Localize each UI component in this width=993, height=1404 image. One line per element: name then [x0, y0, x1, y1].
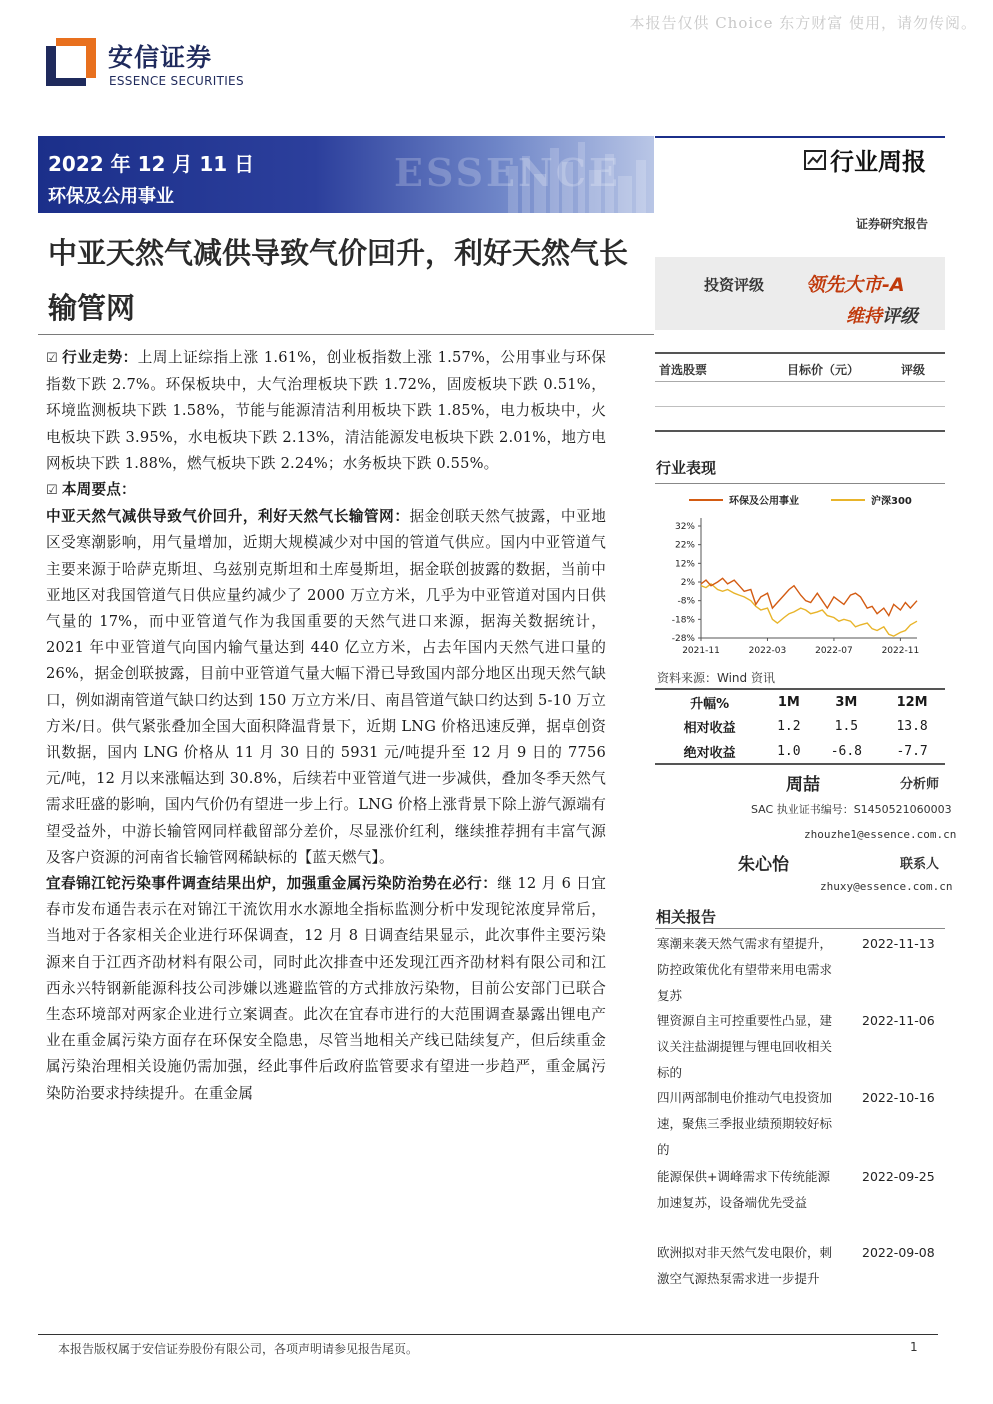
chart-legend [689, 494, 912, 507]
related-report-item[interactable] [657, 1164, 947, 1216]
y-tick-label: -18% [671, 615, 695, 626]
y-tick-label: -8% [677, 596, 695, 607]
stock-picks-header [655, 352, 945, 382]
analyst-email[interactable]: zhouzhe1@essence.com.cn [804, 828, 957, 841]
related-report-title: 欧洲拟对非天然气发电限价，刺激空气源热泵需求进一步提升 [657, 1245, 833, 1286]
related-report-date: 2022-11-13 [862, 936, 935, 951]
related-report-title: 锂资源自主可控重要性凸显，建议关注盐湖提锂与锂电回收相关标的 [657, 1013, 833, 1080]
analyst-name: 周喆 [786, 775, 820, 795]
returns-row-label: 绝对收益 [683, 745, 736, 761]
returns-col-header: 3M [835, 694, 858, 710]
related-report-date: 2022-10-16 [862, 1090, 935, 1105]
picks-row-line [655, 406, 945, 407]
related-report-title: 能源保供+调峰需求下传统能源加速复苏，设备端优先受益 [657, 1169, 830, 1210]
rating-label: 投资评级 [704, 276, 765, 294]
paragraph-gas [46, 504, 606, 871]
checkbox-bullet-icon: ☑ [46, 483, 58, 499]
y-tick-label: 32% [674, 522, 695, 532]
related-report-item[interactable] [657, 1240, 947, 1292]
x-tick-label: 2022-11 [881, 646, 920, 656]
returns-row-relative [655, 714, 945, 739]
returns-col-header: 1M [777, 694, 800, 710]
checkbox-bullet-icon: ☑ [46, 351, 58, 366]
report-type-label: 行业周报 [830, 148, 926, 176]
page-number: 1 [910, 1340, 918, 1354]
rating-maintain-suffix: 评级 [882, 306, 918, 327]
related-reports-divider [655, 928, 945, 929]
related-report-item[interactable] [657, 1008, 947, 1086]
x-tick-label: 2022-07 [815, 646, 853, 656]
chart-x-ticks [682, 638, 919, 656]
returns-row-absolute [655, 739, 945, 764]
related-report-date: 2022-09-08 [862, 1245, 935, 1260]
chart-grid [701, 518, 917, 638]
report-date: 2022 年 12 月 11 日 [48, 152, 255, 176]
paragraph-lead: 宜春锦江铊污染事件调查结果出炉，加强重金属污染防治势在必行： [46, 875, 498, 893]
returns-col-header: 升幅% [690, 696, 730, 712]
paragraph-lead: 中亚天然气减供导致气价回升，利好天然气长输管网： [46, 508, 410, 526]
returns-cell: 13.8 [896, 719, 928, 734]
title-divider [38, 334, 654, 335]
series-line [701, 578, 917, 615]
returns-cell: 1.2 [777, 719, 801, 734]
legend-label: 环保及公用事业 [729, 496, 799, 507]
chart-y-ticks [672, 522, 701, 644]
header-banner [38, 136, 654, 213]
related-report-item[interactable] [657, 931, 947, 1009]
picks-col-stock: 首选股票 [659, 363, 708, 377]
rating-maintain-prefix: 维持 [846, 306, 882, 327]
footer-divider [38, 1334, 938, 1335]
y-tick-label: 2% [680, 578, 695, 588]
paragraph-text: 继 12 月 6 日宜春市发布通告表示在对锦江干流饮用水水源地全指标监测分析中发现铊浓度异常后，当地对于各家相关企业进行环保调查，12 月 8 日调查结果显示，此次事件主要污染源来自于江西齐劭材料有限公司，同时此次排查中还发现江西齐劭材料有限公司和江西永兴特钢新能源科技公司涉嫌以逃避监管的方式排放污染物，目前公安部门已联合生态环境部对两家企业进行立案调查。此次在宜春市进行的大范围调查暴露出锂电产业在重金属污染方面存在环保安全隐患，尽管当地相关产线已陆续复产，但后续重金属污染治理相关设施仍需加强，经此事件后政府监管要求有望进一步趋严，重金属污染防治要求持续提升。在重金属 [46, 875, 606, 1102]
returns-cell: 1.5 [834, 719, 859, 734]
report-type [804, 142, 926, 177]
related-report-date: 2022-11-06 [862, 1013, 935, 1028]
performance-line-chart [655, 486, 945, 661]
rating-value: 领先大市-A [806, 274, 905, 296]
brand-name-en: ESSENCE SECURITIES [109, 74, 244, 88]
y-tick-label: -28% [671, 634, 695, 644]
paragraph-thallium [46, 871, 606, 1107]
paragraph-heading: 行业走势： [61, 349, 138, 366]
essence-logo-icon [46, 38, 96, 86]
returns-col-header: 12M [896, 694, 928, 710]
report-industry: 环保及公用事业 [48, 186, 174, 207]
y-tick-label: 12% [674, 559, 695, 570]
returns-cell: -6.8 [830, 743, 863, 759]
returns-table [655, 688, 945, 765]
brand-name-cn: 安信证券 [108, 43, 213, 72]
report-body [46, 345, 606, 1107]
returns-cell: 1.0 [777, 743, 801, 759]
returns-row-label: 相对收益 [683, 721, 736, 736]
legend-label: 沪深300 [871, 496, 912, 507]
paragraph-heading: 本周要点： [61, 481, 136, 499]
related-report-title: 四川两部制电价推动气电投资加速，聚焦三季报业绩预期较好标的 [657, 1090, 833, 1157]
contact-role: 联系人 [900, 857, 940, 872]
paragraph-text: 据金创联天然气披露，中亚地区受寒潮影响，用气量增加，近期大规模减少对中国的管道气供应。国内中亚管道气主要来源于哈萨克斯坦、乌兹别克斯坦和土库曼斯坦，据金联创披露的数据，当前中亚地区对我国管道气日供应量约减少了 2000 万立方米，几乎为中亚管道对国内日供气量的 17%，而中亚管道气作为我国重要的天然气进口来源，据海关数据统计，2021 年中亚管道气向国内输气量达到 440 亿立方米，占去年国内天然气进口量的 26%，据金创联披露，目前中亚管道气量大幅下滑已导致国内部分地区出现天然气缺口，例如湖南管道气缺口约达到 150 万立方米/日、南昌管道气缺口约达到 5-10 万立方米/日。供气紧张叠加全国大面积降温背景下，近期 LNG 价格迅速反弹，据卓创资讯数据，国内 LNG 价格从 11 月 30 日的 5931 元/吨提升至 12 月 9 日的 7756 元/吨，12 月以来涨幅达到 30.8%，后续若中亚管道气进一步减供，叠加冬季天然气需求旺盛的影响，国内气价仍有望进一步上行。LNG 价格上涨背景下除上游气源端有望受益外，中游长输管网同样截留部分差价，尽显涨价红利，继续推荐拥有丰富气源及客户资源的河南省长输管网稀缺标的【蓝天燃气】。 [46, 508, 606, 866]
picks-col-target: 目标价（元） [787, 363, 860, 377]
contact-email[interactable]: zhuxy@essence.com.cn [820, 880, 953, 893]
x-tick-label: 2021-11 [682, 646, 720, 656]
analyst-role: 分析师 [900, 777, 940, 792]
related-report-item[interactable] [657, 1085, 947, 1163]
performance-divider [655, 483, 945, 484]
chart-trend-icon [804, 150, 826, 170]
analyst-cert: SAC 执业证书编号：S1450521060003 [751, 803, 952, 816]
picks-col-rating: 评级 [901, 363, 926, 377]
returns-header-row [655, 689, 945, 714]
related-report-date: 2022-09-25 [862, 1169, 935, 1184]
report-subtype: 证券研究报告 [856, 217, 929, 231]
chart-series-lines [701, 578, 917, 636]
right-column-rule [655, 136, 945, 138]
returns-cell: -7.7 [896, 743, 928, 759]
performance-title: 行业表现 [656, 459, 717, 477]
rating-maintain [846, 302, 918, 328]
watermark-text: 本报告仅供 Choice 东方财富 使用，请勿传阅。 [629, 14, 977, 32]
paragraph-trend [46, 345, 606, 477]
footer-disclaimer: 本报告版权属于安信证券股份有限公司，各项声明请参见报告尾页。 [58, 1342, 419, 1356]
x-tick-label: 2022-03 [748, 646, 787, 656]
paragraph-text: 上周上证综指上涨 1.61%，创业板指数上涨 1.57%，公用事业与环保指数下跌 2.7%。环保板块中，大气治理板块下跌 1.72%，固废板块下跌 0.51%，环境监测板块下跌 1.58%，节能与能源清洁利用板块下跌 1.85%，电力板块中，火电板块下跌 3.95%，水电板块下跌 2.13%，清洁能源发电板块下跌 2.01%，地方电网板块下跌 1.88%，燃气板块下跌 2.24%；水务板块下跌 0.55%。 [46, 349, 606, 472]
related-report-title: 寒潮来袭天然气需求有望提升，防控政策优化有望带来用电需求复苏 [657, 936, 833, 1003]
banner-watermark-word: ESSENCE [394, 150, 621, 195]
report-title: 中亚天然气减供导致气价回升，利好天然气长输管网 [48, 236, 629, 325]
paragraph-points-heading [46, 477, 606, 504]
contact-name: 朱心怡 [738, 855, 789, 875]
picks-row-line [655, 430, 945, 432]
y-tick-label: 22% [674, 540, 695, 551]
chart-source: 资料来源：Wind 资讯 [657, 671, 775, 685]
related-reports-title: 相关报告 [656, 908, 717, 926]
